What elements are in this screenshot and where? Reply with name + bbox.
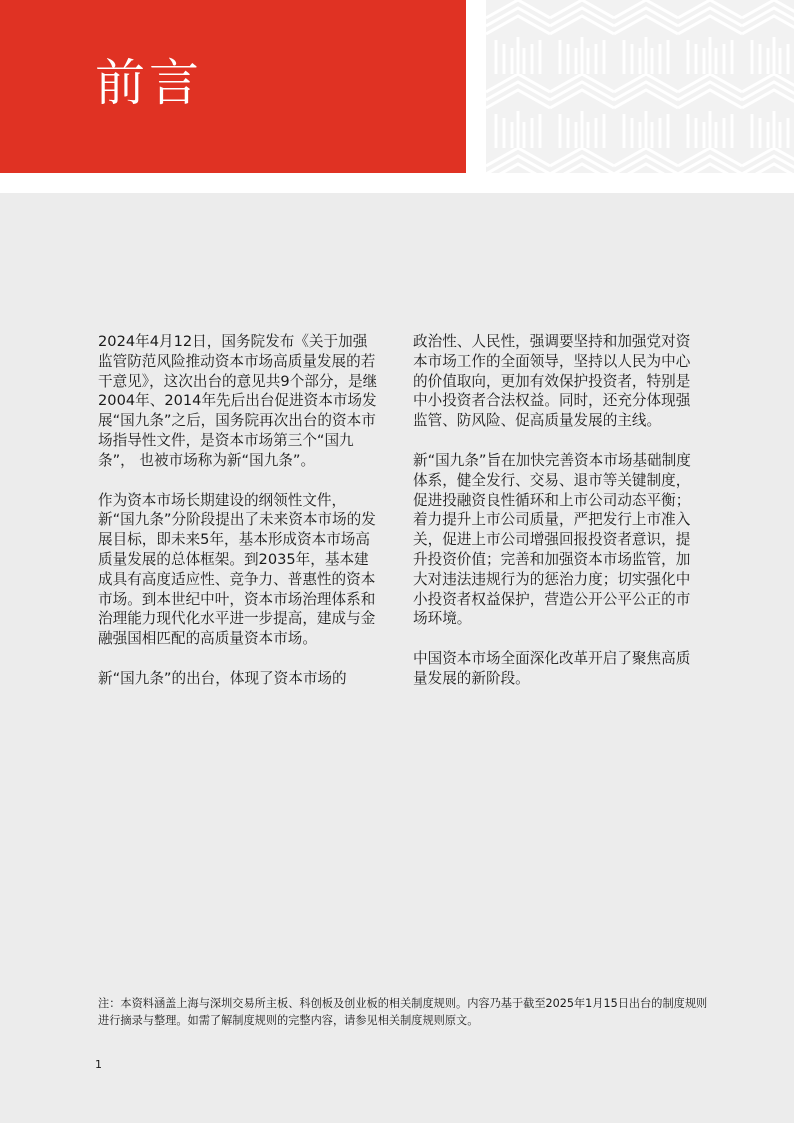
paragraph: 中国资本市场全面深化改革开启了聚焦高质量发展的新阶段。 xyxy=(413,650,691,687)
right-column xyxy=(413,332,696,709)
page-title: 前言 xyxy=(95,54,203,112)
paragraph: 政治性、人民性，强调要坚持和加强党对资本市场工作的全面领导，坚持以人民为中心的价值取向，更加有效保护投资者，特别是中小投资者合法权益。同时，还充分体现强监管、防风险、促高质量发展的主线。 xyxy=(413,333,691,430)
left-column xyxy=(98,332,381,709)
title-banner xyxy=(0,0,466,173)
paragraph: 2024年4月12日，国务院发布《关于加强监管防范风险推动资本市场高质量发展的若干意见》，这次出台的意见共9个部分，是继2004年、2014年先后出台促进资本市场发展“国九条”之后，国务院再次出台的资本市场指导性文件，是资本市场第三个“国九条”， 也被市场称为新“国九条”。 xyxy=(98,333,378,469)
paragraph: 作为资本市场长期建设的纲领性文件，新“国九条”分阶段提出了未来资本市场的发展目标，即未来5年，基本形成资本市场高质量发展的总体框架。到2035年，基本建成具有高度适应性、竞争力、普惠性的资本市场。到本世纪中叶，资本市场治理体系和治理能力现代化水平进一步提高，建成与金融强国相匹配的高质量资本市场。 xyxy=(98,491,376,648)
paragraph: 新“国九条”的出台，体现了资本市场的 xyxy=(98,669,347,687)
page-number: 1 xyxy=(95,1058,102,1071)
footnote: 注：本资料涵盖上海与深圳交易所主板、科创板及创业板的相关制度规则。内容乃基于截至2025年1月15日出台的制度规则进行摘录与整理。如需了解制度规则的完整内容，请参见相关制度规则原文。 xyxy=(98,997,708,1027)
decorative-pattern xyxy=(486,0,794,173)
geometric-pattern-graphic xyxy=(486,0,794,173)
paragraph: 新“国九条”旨在加快完善资本市场基础制度体系，健全发行、交易、退市等关键制度，促进投融资良性循环和上市公司动态平衡；着力提升上市公司质量，严把发行上市准入关，促进上市公司增强回报投资者意识，提升投资价值；完善和加强资本市场监管，加大对违法违规行为的惩治力度；切实强化中小投资者权益保护，营造公开公平公正的市场环境。 xyxy=(413,451,691,628)
